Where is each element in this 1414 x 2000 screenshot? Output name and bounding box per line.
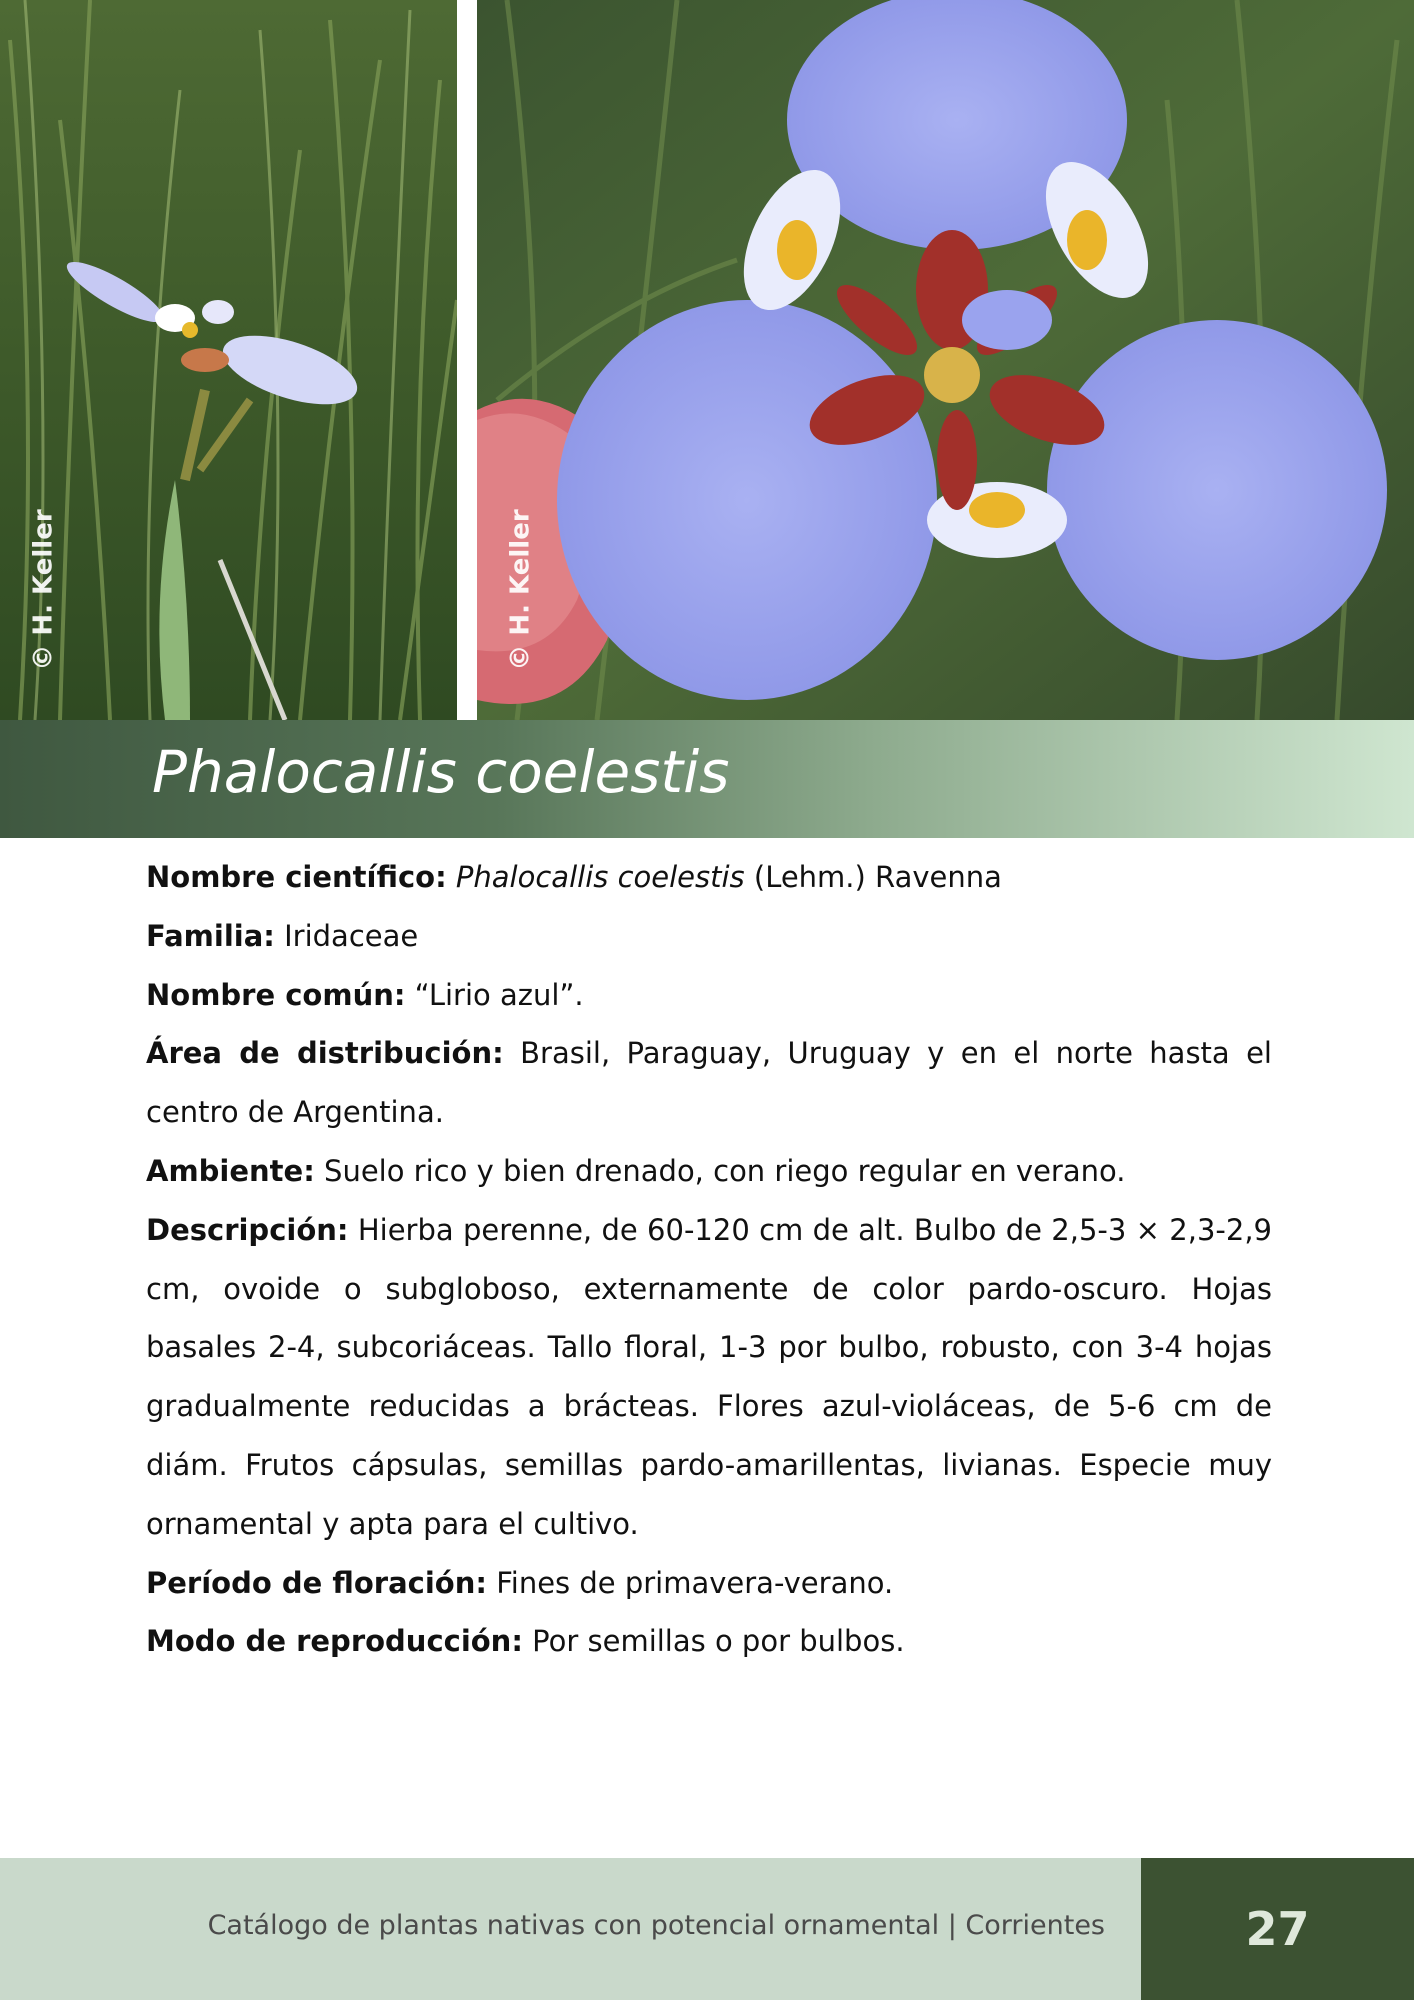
flowering-value: Fines de primavera-verano. xyxy=(486,1565,894,1600)
species-details xyxy=(146,848,1272,1671)
reproduction-row xyxy=(146,1612,1272,1671)
scientific-name-italic: Phalocallis coelestis xyxy=(455,860,745,894)
photo-credit: © H. Keller xyxy=(29,509,60,671)
family-value: Iridaceae xyxy=(274,918,419,953)
common-name-value: “Lirio azul”. xyxy=(405,977,584,1012)
reproduction-label: Modo de reproducción: xyxy=(146,1624,523,1659)
description-value: Hierba perenne, de 60-120 cm de alt. Bulbo de 2,5-3 × 2,3-2,9 cm, ovoide o subgloboso, externamente de color pardo-oscuro. Hojas basales 2-4, subcoriáceas. Tallo floral, 1-3 por bulbo, robusto, con 3-4 hojas gradualmente reducidas a brácteas. Flores azul-violáceas, de 5-6 cm de diám. Frutos cápsulas, semillas pardo-amarillentas, livianas. Especie muy ornamental y apta para el cultivo. xyxy=(146,1212,1272,1541)
footer-caption: Catálogo de plantas nativas con potencial ornamental | Corrientes xyxy=(207,1910,1105,1941)
description-row xyxy=(146,1201,1272,1554)
species-title: Phalocallis coelestis xyxy=(152,738,730,806)
distribution-row xyxy=(146,1024,1272,1142)
page-number: 27 xyxy=(1245,1902,1310,1956)
common-name-row xyxy=(146,966,1272,1025)
photo-divider xyxy=(457,0,477,720)
distribution-label: Área de distribución: xyxy=(146,1036,504,1071)
scientific-name-label: Nombre científico: xyxy=(146,860,447,894)
photo-iris-flower-illustration xyxy=(477,0,1414,720)
family-row xyxy=(146,907,1272,966)
habitat-row xyxy=(146,1142,1272,1201)
flowering-label: Período de floración: xyxy=(146,1565,487,1600)
description-label: Descripción: xyxy=(146,1212,349,1247)
photo-flower-closeup xyxy=(477,0,1414,720)
title-band xyxy=(0,720,1414,838)
common-name-label: Nombre común: xyxy=(146,977,406,1012)
distribution-value: Brasil, Paraguay, Uruguay y en el norte hasta el centro de Argentina. xyxy=(146,1036,1272,1130)
flowering-row xyxy=(146,1554,1272,1613)
photo-credit: © H. Keller xyxy=(506,509,537,671)
family-label: Familia: xyxy=(146,918,275,953)
scientific-name-author: (Lehm.) Ravenna xyxy=(744,860,1002,894)
photo-iris-plant-illustration xyxy=(0,0,457,720)
scientific-name-row xyxy=(146,848,1272,907)
footer-caption-bar xyxy=(0,1858,1141,2000)
reproduction-value: Por semillas o por bulbos. xyxy=(522,1624,905,1659)
photo-plant xyxy=(0,0,457,720)
habitat-label: Ambiente: xyxy=(146,1153,315,1188)
habitat-value: Suelo rico y bien drenado, con riego regular en verano. xyxy=(314,1153,1126,1188)
page-number-box xyxy=(1141,1858,1414,2000)
